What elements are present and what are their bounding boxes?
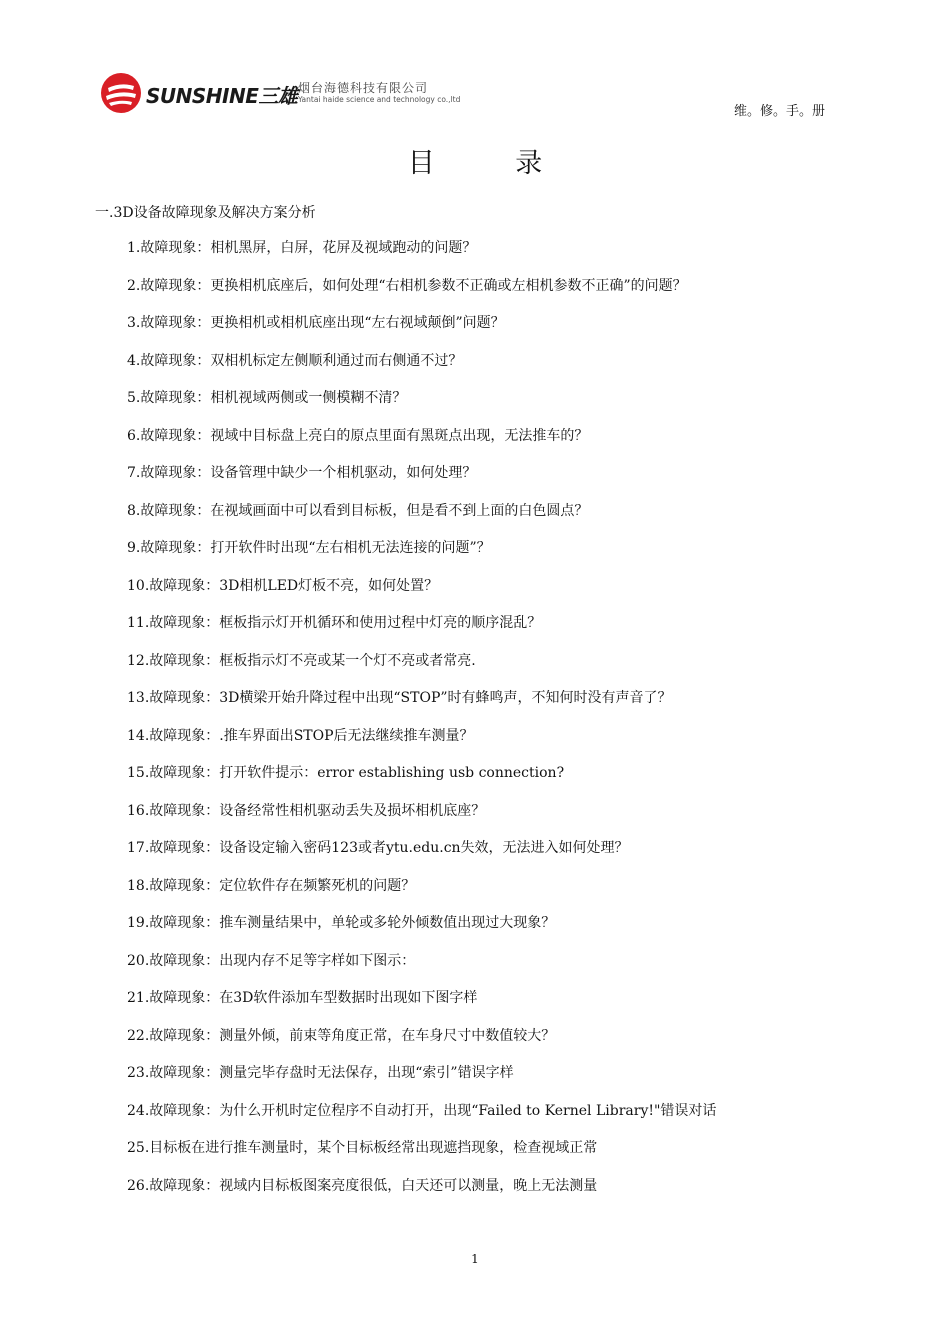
toc-item[interactable]: 23.故障现象：测量完毕存盘时无法保存，出现“索引”错误字样 — [127, 1065, 514, 1081]
manual-label: 维。修。手。册 — [733, 104, 825, 119]
company-name-en: Yantai haide science and technology co.,ltd — [298, 95, 461, 104]
sunshine-logo-icon — [100, 72, 142, 114]
page-header — [0, 0, 950, 130]
toc-item[interactable]: 25.目标板在进行推车测量时，某个目标板经常出现遮挡现象，检查视域正常 — [127, 1140, 598, 1156]
toc-item[interactable]: 12.故障现象：框板指示灯不亮或某一个灯不亮或者常亮. — [127, 652, 476, 669]
company-logo — [100, 72, 461, 116]
toc-item[interactable]: 3.故障现象：更换相机或相机底座出现“左右视域颠倒”问题？ — [127, 315, 505, 331]
company-name-cn: 烟台海德科技有限公司 — [298, 81, 429, 95]
section-heading: 一.3D设备故障现象及解决方案分析 — [95, 205, 316, 221]
page-title: 目 录 — [407, 148, 579, 179]
toc-item[interactable]: 13.故障现象：3D横梁开始升降过程中出现“STOP”时有蜂鸣声，不知何时没有声音了？ — [127, 690, 672, 706]
toc-item[interactable]: 14.故障现象：.推车界面出STOP后无法继续推车测量？ — [127, 727, 474, 744]
toc-item[interactable]: 10.故障现象：3D相机LED灯板不亮，如何处置？ — [127, 577, 439, 594]
toc-item[interactable]: 9.故障现象：打开软件时出现“左右相机无法连接的问题”？ — [127, 540, 491, 556]
toc-item[interactable]: 16.故障现象：设备经常性相机驱动丢失及损坏相机底座？ — [127, 802, 486, 819]
toc-item[interactable]: 4.故障现象：双相机标定左侧顺利通过而右侧通不过？ — [127, 352, 463, 369]
toc-item[interactable]: 5.故障现象：相机视域两侧或一侧模糊不清？ — [127, 390, 407, 406]
page-number: 1 — [471, 1252, 479, 1266]
toc-item[interactable]: 15.故障现象：打开软件提示：error establishing usb connection? — [127, 765, 565, 781]
toc-item[interactable]: 1.故障现象：相机黑屏，白屏，花屏及视域跑动的问题？ — [127, 240, 477, 256]
toc-item[interactable]: 24.故障现象：为什么开机时定位程序不自动打开，出现“Failed to Kernel Library!"错误对话 — [127, 1102, 717, 1119]
toc-list — [127, 238, 927, 1213]
toc-item[interactable]: 6.故障现象：视域中目标盘上亮白的原点里面有黑斑点出现，无法推车的？ — [127, 427, 589, 444]
brand-name: SUNSHINE三雄 — [146, 84, 298, 108]
toc-item[interactable]: 11.故障现象：框板指示灯开机循环和使用过程中灯亮的顺序混乱？ — [127, 615, 542, 631]
toc-item[interactable]: 22.故障现象：测量外倾，前束等角度正常，在车身尺寸中数值较大？ — [127, 1027, 556, 1044]
toc-item[interactable]: 20.故障现象：出现内存不足等字样如下图示： — [127, 952, 416, 969]
toc-item[interactable]: 19.故障现象：推车测量结果中，单轮或多轮外倾数值出现过大现象？ — [127, 915, 556, 931]
toc-item[interactable]: 8.故障现象：在视域画面中可以看到目标板，但是看不到上面的白色圆点？ — [127, 502, 589, 519]
toc-item[interactable]: 7.故障现象：设备管理中缺少一个相机驱动，如何处理？ — [127, 465, 477, 481]
toc-item[interactable]: 18.故障现象：定位软件存在频繁死机的问题？ — [127, 877, 416, 894]
toc-item[interactable]: 26.故障现象：视域内目标板图案亮度很低，白天还可以测量，晚上无法测量 — [127, 1177, 598, 1194]
toc-item[interactable]: 21.故障现象：在3D软件添加车型数据时出现如下图字样 — [127, 990, 478, 1006]
toc-item[interactable]: 17.故障现象：设备设定输入密码123或者ytu.edu.cn失效，无法进入如何处理？ — [127, 840, 629, 856]
toc-item[interactable]: 2.故障现象：更换相机底座后，如何处理“右相机参数不正确或左相机参数不正确”的问题？ — [127, 277, 687, 294]
